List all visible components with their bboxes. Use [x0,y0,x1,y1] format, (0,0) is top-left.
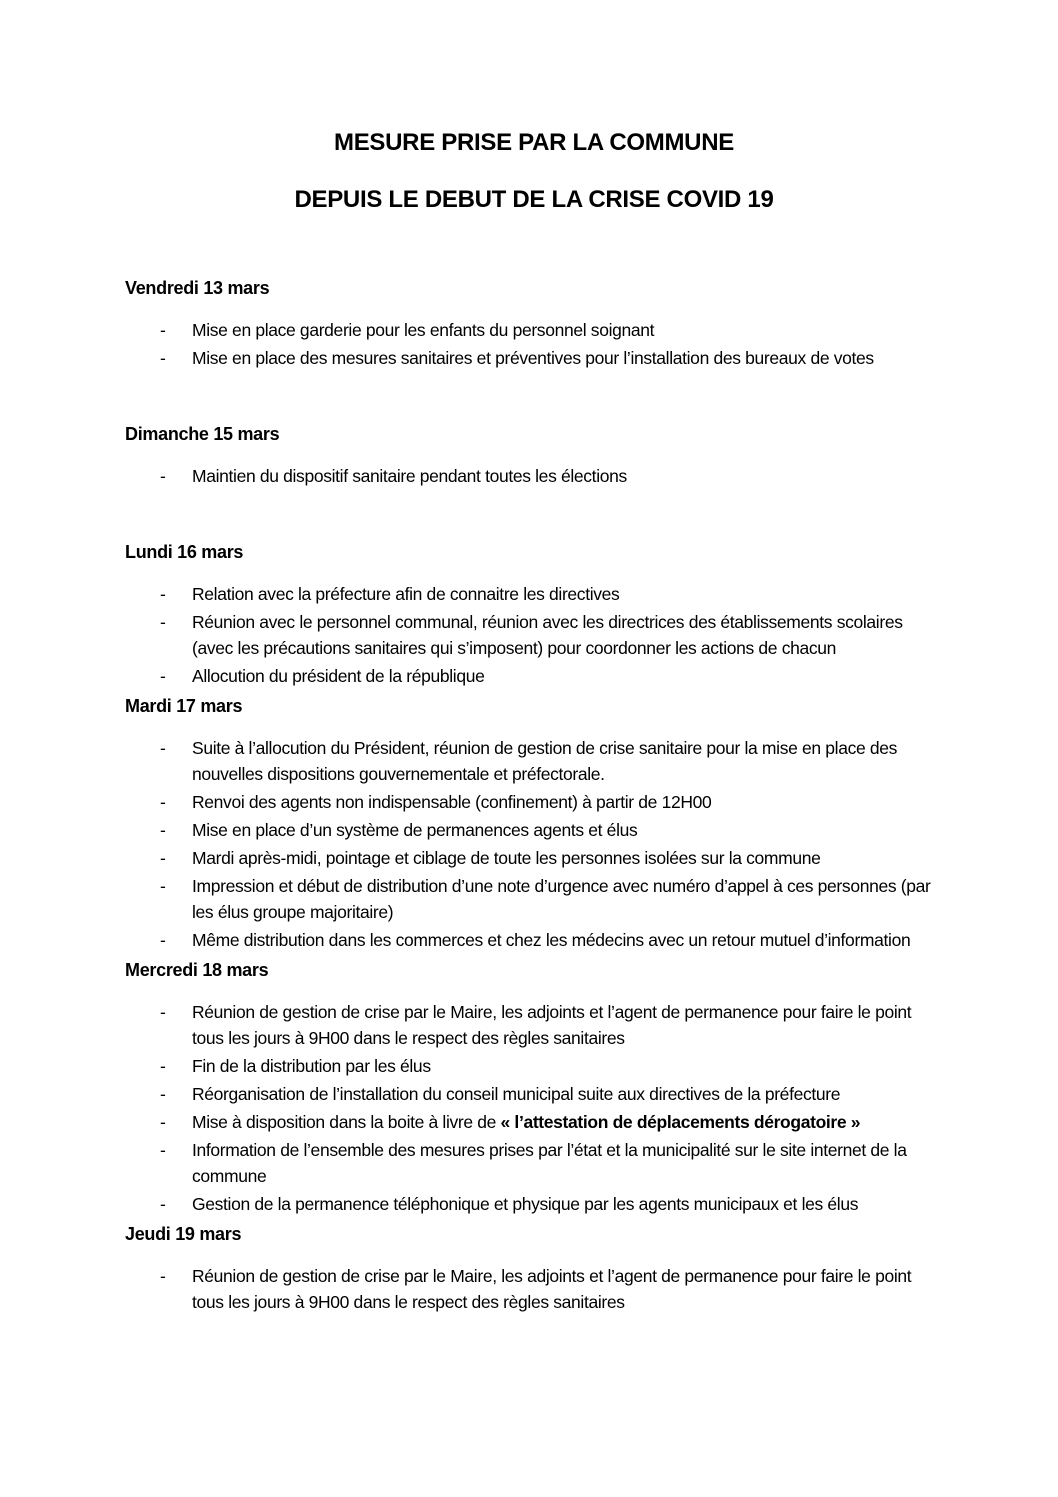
bullet-dash: - [160,666,166,686]
list-item [125,1053,943,1079]
list-item [125,873,943,925]
bullet-dash: - [160,1112,166,1132]
bullet-dash: - [160,1084,166,1104]
section [125,693,943,953]
list-item [125,789,943,815]
item-text [192,463,627,489]
list-item [125,845,943,871]
bullet-dash: - [160,466,166,486]
item-text [192,927,910,953]
sections-container [125,275,943,1315]
list-item [125,817,943,843]
text-segment: Mise en place des mesures sanitaires et préventives pour l’installation des bureaux de votes [192,348,874,368]
text-segment: Mise en place garderie pour les enfants du personnel soignant [192,320,655,340]
bullet-dash: - [160,738,166,758]
bullet-dash: - [160,348,166,368]
text-segment: « l’attestation de déplacements dérogatoire » [500,1112,861,1132]
section [125,1221,943,1315]
list-item [125,1263,943,1315]
section [125,421,943,489]
list-item [125,999,943,1051]
text-segment: Allocution du président de la république [192,666,485,686]
list-item [125,317,943,343]
bullet-dash: - [160,848,166,868]
document-title-line1: MESURE PRISE PAR LA COMMUNE [334,129,734,156]
item-text [192,817,637,843]
bullet-dash: - [160,584,166,604]
bullet-dash: - [160,320,166,340]
list-item [125,463,943,489]
bullet-dash: - [160,1056,166,1076]
text-segment: Même distribution dans les commerces et chez les médecins avec un retour mutuel d’information [192,930,911,950]
item-text [192,1191,858,1217]
list-item [125,1081,943,1107]
item-text [192,609,943,661]
item-text [192,1109,860,1135]
section-heading: Mercredi 18 mars [125,960,269,980]
text-segment: Mardi après-midi, pointage et ciblage de toute les personnes isolées sur la commune [192,848,821,868]
bullet-dash: - [160,612,166,632]
list-item [125,345,943,371]
bullet-dash: - [160,1194,166,1214]
item-text [192,789,711,815]
section-heading: Lundi 16 mars [125,542,244,562]
text-segment: Mise en place d’un système de permanences agents et élus [192,820,638,840]
text-segment: Réunion de gestion de crise par le Maire, les adjoints et l’agent de permanence pour faire le point tous les jours à 9H00 dans le respect des règles sanitaires [192,1002,912,1048]
list-item [125,1137,943,1189]
list-item [125,735,943,787]
section-heading: Vendredi 13 mars [125,278,270,298]
item-text [192,1053,431,1079]
section [125,957,943,1217]
item-text [192,317,654,343]
section [125,539,943,689]
text-segment: Relation avec la préfecture afin de connaitre les directives [192,584,620,604]
text-segment: Réunion de gestion de crise par le Maire, les adjoints et l’agent de permanence pour faire le point tous les jours à 9H00 dans le respect des règles sanitaires [192,1266,912,1312]
bullet-list [125,1263,943,1315]
bullet-dash: - [160,1140,166,1160]
item-text [192,581,619,607]
item-text [192,345,874,371]
item-text [192,663,484,689]
bullet-list [125,317,943,371]
list-item [125,581,943,607]
section-heading: Jeudi 19 mars [125,1224,242,1244]
text-segment: Information de l’ensemble des mesures prises par l’état et la municipalité sur le site internet de la commune [192,1140,907,1186]
bullet-list [125,463,943,489]
list-item [125,1191,943,1217]
text-segment: Mise à disposition dans la boite à livre de [192,1112,501,1132]
section [125,275,943,371]
text-segment: Gestion de la permanence téléphonique et physique par les agents municipaux et les élus [192,1194,859,1214]
bullet-dash: - [160,930,166,950]
item-text [192,1137,943,1189]
item-text [192,999,943,1051]
item-text [192,1081,840,1107]
bullet-dash: - [160,792,166,812]
text-segment: Suite à l’allocution du Président, réunion de gestion de crise sanitaire pour la mise en place des nouvelles dispositions gouvernementale et préfectorale. [192,738,898,784]
item-text [192,845,821,871]
list-item [125,663,943,689]
bullet-list [125,581,943,689]
item-text [192,1263,943,1315]
bullet-dash: - [160,1266,166,1286]
bullet-dash: - [160,876,166,896]
item-text [192,735,943,787]
bullet-dash: - [160,1002,166,1022]
text-segment: Impression et début de distribution d’une note d’urgence avec numéro d’appel à ces personnes (par les élus groupe majoritaire) [192,876,931,922]
text-segment: Maintien du dispositif sanitaire pendant toutes les élections [192,466,627,486]
text-segment: Renvoi des agents non indispensable (confinement) à partir de 12H00 [192,792,712,812]
section-heading: Mardi 17 mars [125,696,243,716]
list-item [125,927,943,953]
text-segment: Réorganisation de l’installation du conseil municipal suite aux directives de la préfecture [192,1084,841,1104]
bullet-dash: - [160,820,166,840]
item-text [192,873,943,925]
list-item [125,609,943,661]
bullet-list [125,735,943,953]
text-segment: Fin de la distribution par les élus [192,1056,431,1076]
list-item [125,1109,943,1135]
document-title-line2: DEPUIS LE DEBUT DE LA CRISE COVID 19 [294,186,774,213]
bullet-list [125,999,943,1217]
text-segment: Réunion avec le personnel communal, réunion avec les directrices des établissements scolaires (avec les précautions sanitaires qui s’imposent) pour coordonner les actions de chacun [192,612,903,658]
section-heading: Dimanche 15 mars [125,424,280,444]
